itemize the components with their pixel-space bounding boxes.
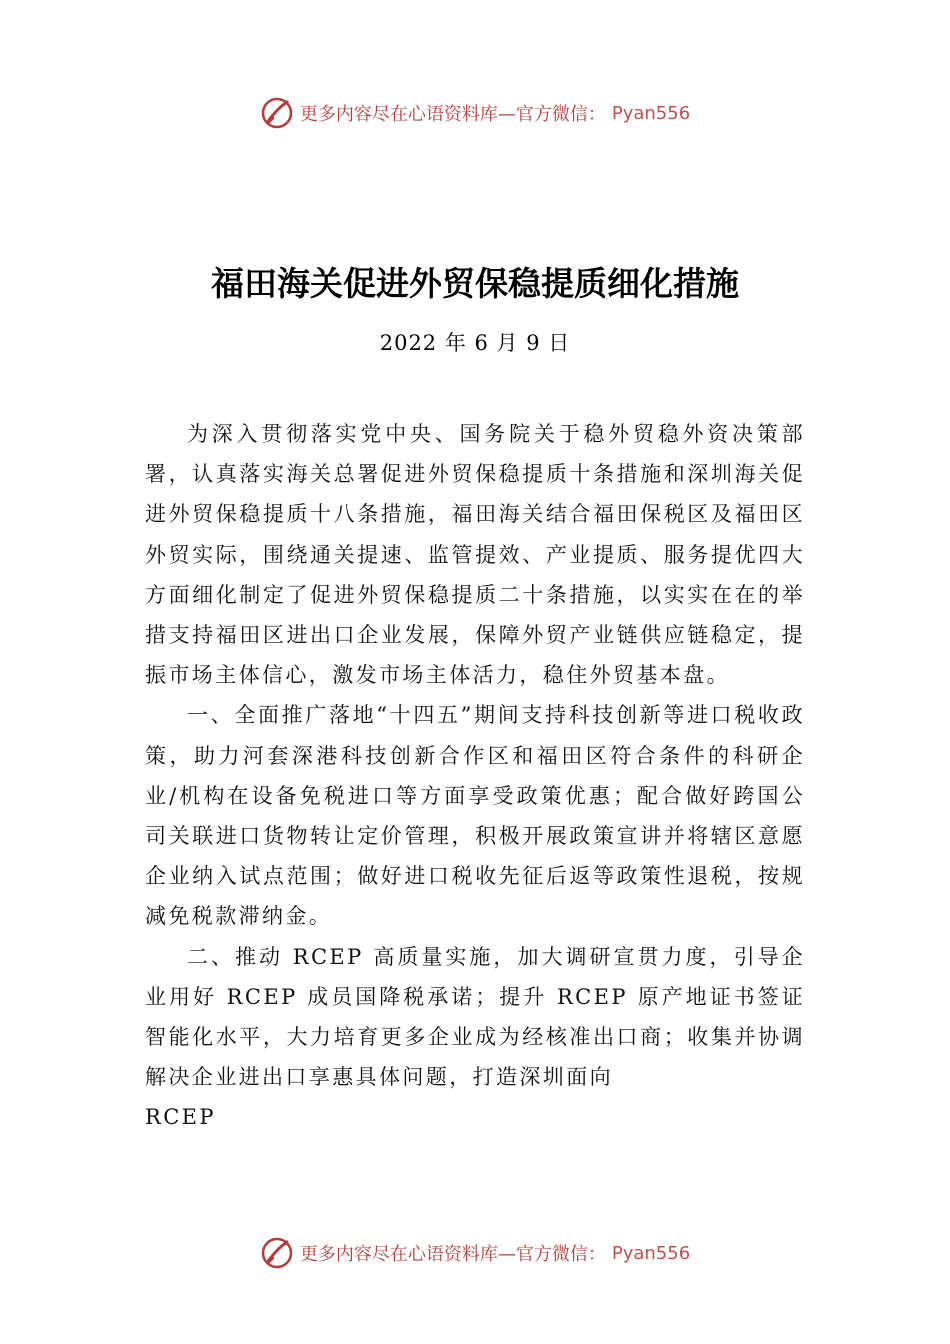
paragraph-continuation: RCEP	[145, 1105, 216, 1130]
paragraph-measure-2: 二、推动 RCEP 高质量实施，加大调研宣贯力度，引导企业用好 RCEP 成员国降税承诺；提升 RCEP 原产地证书签证智能化水平，大力培育更多企业成为经核准出口商；收集并协调解决企业进出口享惠具体问题，打造深圳面向	[145, 944, 805, 1090]
document-body	[145, 414, 805, 1138]
brush-logo-icon	[260, 96, 294, 130]
document-date: 2022 年 6 月 9 日	[379, 331, 571, 355]
watermark-text: 更多内容尽在心语资料库—官方微信：	[299, 1244, 606, 1265]
paragraph-measure-1: 一、全面推广落地“十四五”期间支持科技创新等进口税收政策，助力河套深港科技创新合作区和福田区符合条件的科研企业/机构在设备免税进口等方面享受政策优惠；配合做好跨国公司关联进口货物转让定价管理，积极开展政策宣讲并将辖区意愿企业纳入试点范围；做好进口税收先征后返等政策性退税，按规减免税款滞纳金。	[145, 703, 805, 929]
watermark-header	[0, 96, 950, 130]
document-title: 福田海关促进外贸保稳提质细化措施	[211, 264, 739, 303]
paragraph-intro: 为深入贯彻落实党中央、国务院关于稳外贸稳外资决策部署，认真落实海关总署促进外贸保稳提质十条措施和深圳海关促进外贸保稳提质十八条措施，福田海关结合福田保税区及福田区外贸实际，围绕通关提速、监管提效、产业提质、服务提优四大方面细化制定了促进外贸保稳提质二十条措施，以实实在在的举措支持福田区进出口企业发展，保障外贸产业链供应链稳定，提振市场主体信心，激发市场主体活力，稳住外贸基本盘。	[145, 422, 805, 688]
watermark-contact: Pyan556	[611, 1242, 691, 1264]
watermark-contact: Pyan556	[611, 102, 691, 124]
watermark-footer	[0, 1236, 950, 1270]
watermark-text: 更多内容尽在心语资料库—官方微信：	[299, 104, 606, 125]
brush-logo-icon	[260, 1236, 294, 1270]
